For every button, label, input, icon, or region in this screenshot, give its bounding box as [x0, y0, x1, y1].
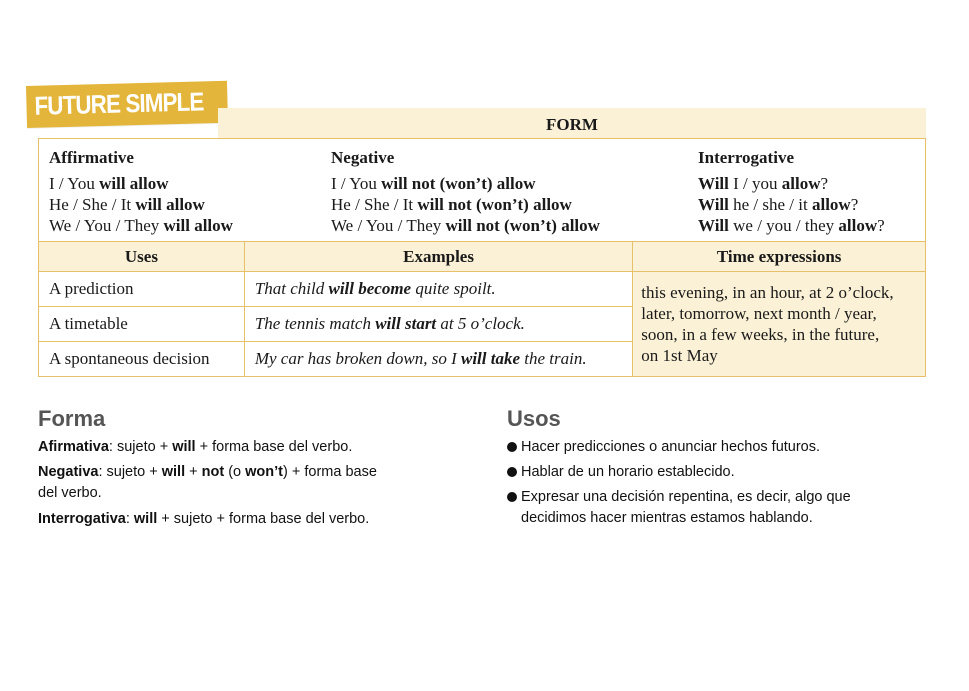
usos-item-text	[521, 487, 851, 529]
forma-text: + forma base del verbo.	[195, 439, 353, 455]
forma-afirmativa	[38, 437, 352, 458]
time-expressions-line: soon, in a few weeks, in the future,	[641, 325, 880, 344]
uses-table	[38, 241, 926, 377]
bullet-icon	[507, 492, 517, 502]
example-cell	[244, 342, 632, 377]
table-header-row	[39, 242, 926, 272]
forma-negativa-line: del verbo.	[38, 485, 102, 501]
forma-text: ) + forma base	[283, 464, 377, 480]
affirmative-line	[49, 173, 233, 194]
forma-negativa-line	[38, 462, 377, 483]
interrogative-column	[698, 147, 885, 236]
forma-keyword: not	[201, 464, 225, 480]
usos-item-text: Hablar de un horario establecido.	[521, 464, 735, 480]
question-mark: ?	[850, 195, 859, 214]
auxiliary: Will	[698, 195, 729, 214]
use-cell: A spontaneous decision	[39, 342, 245, 377]
subject: I / you	[728, 174, 782, 193]
example-text: at 5 o’clock.	[436, 314, 525, 333]
bullet-icon	[507, 442, 517, 452]
form-box	[38, 138, 926, 242]
forma-label: Afirmativa	[38, 439, 109, 455]
form-header-label: FORM	[546, 115, 598, 134]
forma-text: (o	[224, 464, 246, 480]
interrogative-heading: Interrogative	[698, 148, 794, 167]
forma-text: : sujeto +	[108, 439, 173, 455]
usos-item-line: decidimos hacer mientras estamos hablando.	[521, 510, 813, 526]
example-cell	[244, 272, 632, 307]
forma-negativa	[38, 462, 377, 504]
subject: I / You	[331, 174, 382, 193]
bullet-icon	[507, 467, 517, 477]
usos-item	[507, 462, 927, 483]
time-expressions-line: on 1st May	[641, 346, 718, 365]
example-verb: will start	[375, 314, 437, 333]
example-text: quite spoilt.	[411, 279, 496, 298]
subject: we / you / they	[728, 216, 839, 235]
interrogative-line	[698, 173, 885, 194]
interrogative-line	[698, 215, 885, 236]
subject: He / She / It	[331, 195, 418, 214]
verb-form: will not (won’t) allow	[417, 195, 572, 214]
verb-form: will not (won’t) allow	[381, 174, 536, 193]
subject: I / You	[49, 174, 100, 193]
usos-item-text: Hacer predicciones o anunciar hechos futuros.	[521, 439, 821, 455]
affirmative-heading: Affirmative	[49, 148, 134, 167]
verb: allow	[781, 174, 821, 193]
forma-keyword: won’t	[245, 464, 283, 480]
example-cell	[244, 307, 632, 342]
negative-heading: Negative	[331, 148, 395, 167]
verb-form: will allow	[99, 174, 169, 193]
verb: allow	[838, 216, 878, 235]
examples-header: Examples	[244, 242, 632, 272]
time-expressions-line: later, tomorrow, next month / year,	[641, 304, 877, 323]
use-cell: A prediction	[39, 272, 245, 307]
title-badge-text: FUTURE SIMPLE	[34, 86, 204, 121]
verb-form: will not (won’t) allow	[445, 216, 600, 235]
usos-item	[507, 437, 927, 458]
forma-label: Interrogativa	[38, 511, 126, 527]
forma-text: : sujeto +	[98, 464, 162, 480]
negative-line	[331, 194, 600, 215]
subject: We / You / They	[49, 216, 164, 235]
negative-line	[331, 215, 600, 236]
example-text: The tennis match	[254, 314, 376, 333]
example-text: My car has broken down, so I	[254, 349, 461, 368]
subject: he / she / it	[728, 195, 812, 214]
verb: allow	[811, 195, 851, 214]
forma-keyword: will	[133, 511, 158, 527]
usos-item-line: Expresar una decisión repentina, es decir, algo que	[521, 489, 851, 505]
question-mark: ?	[877, 216, 885, 235]
verb-form: will allow	[163, 216, 233, 235]
affirmative-column	[49, 147, 233, 236]
usos-title: Usos	[507, 406, 561, 431]
example-verb: will become	[328, 279, 412, 298]
subject: He / She / It	[49, 195, 136, 214]
usos-item	[507, 487, 927, 529]
auxiliary: Will	[698, 216, 729, 235]
subject: We / You / They	[331, 216, 446, 235]
verb-form: will allow	[135, 195, 205, 214]
auxiliary: Will	[698, 174, 729, 193]
affirmative-line	[49, 194, 233, 215]
form-header	[218, 108, 926, 138]
example-text: That child	[254, 279, 329, 298]
forma-text: + sujeto + forma base del verbo.	[157, 511, 370, 527]
forma-text: :	[125, 511, 134, 527]
time-expressions-line: this evening, in an hour, at 2 o’clock,	[641, 283, 894, 302]
question-mark: ?	[820, 174, 829, 193]
example-verb: will take	[461, 349, 521, 368]
use-cell: A timetable	[39, 307, 245, 342]
forma-text: +	[185, 464, 202, 480]
forma-keyword: will	[161, 464, 186, 480]
time-expressions-cell	[633, 272, 926, 377]
time-expressions-header: Time expressions	[633, 242, 926, 272]
forma-title: Forma	[38, 406, 106, 431]
negative-column	[331, 147, 600, 236]
negative-line	[331, 173, 600, 194]
example-text: the train.	[520, 349, 587, 368]
forma-keyword: will	[172, 439, 196, 455]
table-row	[39, 272, 926, 307]
affirmative-line	[49, 215, 233, 236]
uses-header: Uses	[39, 242, 245, 272]
forma-interrogativa	[38, 509, 369, 530]
forma-label: Negativa	[38, 464, 99, 480]
title-badge	[26, 81, 228, 128]
interrogative-line	[698, 194, 885, 215]
